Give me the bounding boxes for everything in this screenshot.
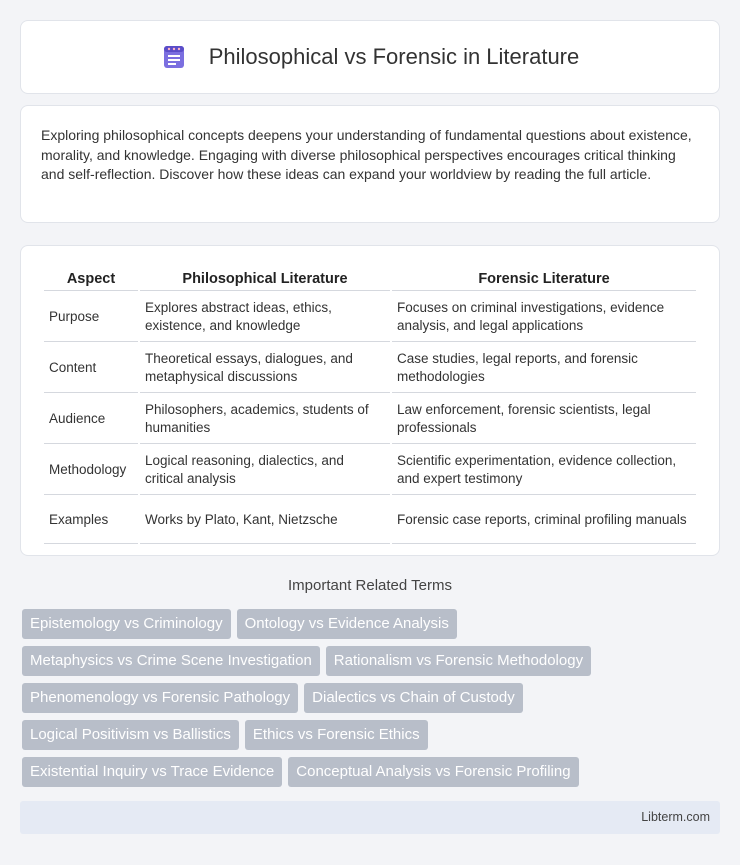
cell-forensic: Case studies, legal reports, and forensic methodologies bbox=[392, 344, 696, 393]
tag-row bbox=[22, 646, 712, 676]
cell-philosophical: Logical reasoning, dialectics, and critical analysis bbox=[140, 446, 390, 495]
cell-aspect: Methodology bbox=[44, 446, 138, 495]
cell-philosophical: Works by Plato, Kant, Nietzsche bbox=[140, 497, 390, 544]
comparison-table-card bbox=[20, 245, 720, 556]
table-row bbox=[44, 446, 696, 495]
comparison-table bbox=[42, 266, 698, 546]
table-header-row bbox=[44, 268, 696, 291]
related-term-tag[interactable]: Ontology vs Evidence Analysis bbox=[237, 609, 457, 639]
cell-philosophical: Explores abstract ideas, ethics, existence, and knowledge bbox=[140, 293, 390, 342]
cell-aspect: Audience bbox=[44, 395, 138, 444]
related-term-tag[interactable]: Conceptual Analysis vs Forensic Profiling bbox=[288, 757, 578, 787]
related-term-tag[interactable]: Phenomenology vs Forensic Pathology bbox=[22, 683, 298, 713]
intro-card bbox=[20, 105, 720, 223]
intro-text: Exploring philosophical concepts deepens your understanding of fundamental questions about existence, morality, and knowledge. Engaging with diverse philosophical perspectives encourages critical thinking and self-reflection. Discover how these ideas can expand your worldview by reading the full article. bbox=[41, 127, 692, 182]
table-row bbox=[44, 293, 696, 342]
footer bbox=[20, 801, 720, 834]
page-title: Philosophical vs Forensic in Literature bbox=[208, 44, 580, 69]
related-term-tag[interactable]: Epistemology vs Criminology bbox=[22, 609, 231, 639]
cell-forensic: Law enforcement, forensic scientists, legal professionals bbox=[392, 395, 696, 444]
header-forensic: Forensic Literature bbox=[392, 268, 696, 291]
cell-philosophical: Theoretical essays, dialogues, and metaphysical discussions bbox=[140, 344, 390, 393]
cell-aspect: Purpose bbox=[44, 293, 138, 342]
related-term-tag[interactable]: Dialectics vs Chain of Custody bbox=[304, 683, 523, 713]
footer-site-link[interactable]: Libterm.com bbox=[641, 810, 710, 824]
cell-philosophical: Philosophers, academics, students of humanities bbox=[140, 395, 390, 444]
related-term-tag[interactable]: Ethics vs Forensic Ethics bbox=[245, 720, 428, 750]
header-philosophical: Philosophical Literature bbox=[140, 268, 390, 291]
header-card bbox=[20, 20, 720, 94]
header-aspect: Aspect bbox=[44, 268, 138, 291]
related-term-tag[interactable]: Logical Positivism vs Ballistics bbox=[22, 720, 239, 750]
related-term-tag[interactable]: Metaphysics vs Crime Scene Investigation bbox=[22, 646, 320, 676]
table-row bbox=[44, 344, 696, 393]
related-term-tag[interactable]: Rationalism vs Forensic Methodology bbox=[326, 646, 591, 676]
related-terms-title: Important Related Terms bbox=[288, 577, 452, 594]
tag-row bbox=[22, 609, 712, 639]
tag-row bbox=[22, 683, 712, 713]
document-icon bbox=[161, 44, 187, 70]
table-row bbox=[44, 497, 696, 544]
cell-forensic: Focuses on criminal investigations, evidence analysis, and legal applications bbox=[392, 293, 696, 342]
related-term-tag[interactable]: Existential Inquiry vs Trace Evidence bbox=[22, 757, 282, 787]
cell-aspect: Content bbox=[44, 344, 138, 393]
cell-forensic: Scientific experimentation, evidence collection, and expert testimony bbox=[392, 446, 696, 495]
tag-row bbox=[22, 720, 712, 750]
table-row bbox=[44, 395, 696, 444]
tag-row bbox=[22, 757, 712, 787]
cell-forensic: Forensic case reports, criminal profiling manuals bbox=[392, 497, 696, 544]
cell-aspect: Examples bbox=[44, 497, 138, 544]
related-terms-list bbox=[22, 609, 712, 794]
